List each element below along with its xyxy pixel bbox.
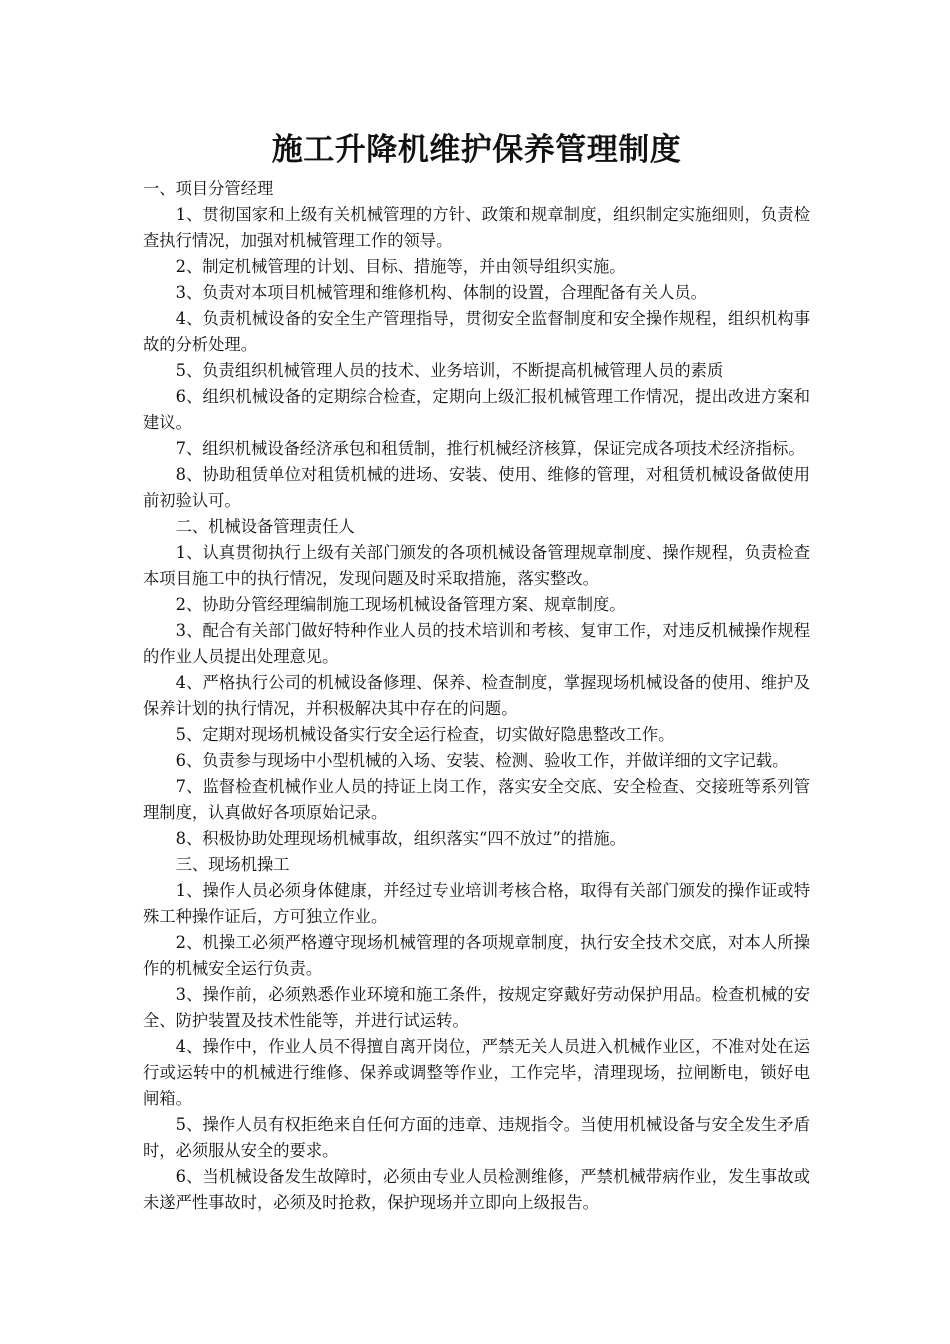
section-paragraph: 3、配合有关部门做好特种作业人员的技术培训和考核、复审工作，对违反机械操作规程的作业人员提出处理意见。 [143, 621, 810, 666]
section-paragraph: 4、操作中，作业人员不得擅自离开岗位，严禁无关人员进入机械作业区，不准对处在运行或运转中的机械进行维修、保养或调整等作业，工作完毕，清理现场，拉闸断电，锁好电闸箱。 [143, 1037, 810, 1108]
section-paragraph: 4、负责机械设备的安全生产管理指导，贯彻安全监督制度和安全操作规程，组织机构事故的分析处理。 [143, 309, 810, 354]
section-paragraph: 3、负责对本项目机械管理和维修机构、体制的设置，合理配备有关人员。 [175, 283, 707, 302]
document-page [143, 128, 810, 1216]
section-paragraph: 8、积极协助处理现场机械事故，组织落实“四不放过”的措施。 [175, 829, 626, 848]
section-heading: 三、现场机操工 [175, 855, 290, 874]
section-paragraph: 2、机操工必须严格遵守现场机械管理的各项规章制度，执行安全技术交底，对本人所操作的机械安全运行负责。 [143, 933, 810, 978]
document-body [143, 176, 810, 1216]
section-paragraph: 6、当机械设备发生故障时，必须由专业人员检测维修，严禁机械带病作业，发生事故或未遂严性事故时，必须及时抢救，保护现场并立即向上级报告。 [143, 1167, 810, 1212]
section-heading: 二、机械设备管理责任人 [175, 517, 355, 536]
section-paragraph: 1、操作人员必须身体健康，并经过专业培训考核合格，取得有关部门颁发的操作证或特殊工种操作证后，方可独立作业。 [143, 881, 810, 926]
section-heading: 一、项目分管经理 [143, 179, 274, 198]
section-paragraph: 2、协助分管经理编制施工现场机械设备管理方案、规章制度。 [175, 595, 626, 614]
section-paragraph: 5、操作人员有权拒绝来自任何方面的违章、违规指令。当使用机械设备与安全发生矛盾时，必须服从安全的要求。 [143, 1115, 810, 1160]
section-paragraph: 4、严格执行公司的机械设备修理、保养、检查制度，掌握现场机械设备的使用、维护及保养计划的执行情况，并积极解决其中存在的问题。 [143, 673, 810, 718]
section-paragraph: 8、协助租赁单位对租赁机械的进场、安装、使用、维修的管理，对租赁机械设备做使用前初验认可。 [143, 465, 810, 510]
section-paragraph: 7、组织机械设备经济承包和租赁制，推行机械经济核算，保证完成各项技术经济指标。 [175, 439, 805, 458]
section-paragraph: 1、认真贯彻执行上级有关部门颁发的各项机械设备管理规章制度、操作规程，负责检查本项目施工中的执行情况，发现问题及时采取措施，落实整改。 [143, 543, 810, 588]
document-title: 施工升降机维护保养管理制度 [271, 132, 682, 168]
section-paragraph: 5、负责组织机械管理人员的技术、业务培训，不断提高机械管理人员的素质 [175, 361, 724, 380]
section-paragraph: 2、制定机械管理的计划、目标、措施等，并由领导组织实施。 [175, 257, 626, 276]
section-paragraph: 5、定期对现场机械设备实行安全运行检查，切实做好隐患整改工作。 [175, 725, 675, 744]
section-paragraph: 1、贯彻国家和上级有关机械管理的方针、政策和规章制度，组织制定实施细则，负责检查执行情况，加强对机械管理工作的领导。 [143, 205, 810, 250]
section-paragraph: 7、监督检查机械作业人员的持证上岗工作，落实安全交底、安全检查、交接班等系列管理制度，认真做好各项原始记录。 [143, 777, 810, 822]
section-paragraph: 6、负责参与现场中小型机械的入场、安装、检测、验收工作，并做详细的文字记载。 [175, 751, 789, 770]
section-paragraph: 3、操作前，必须熟悉作业环境和施工条件，按规定穿戴好劳动保护用品。检查机械的安全、防护装置及技术性能等，并进行试运转。 [143, 985, 810, 1030]
section-paragraph: 6、组织机械设备的定期综合检查，定期向上级汇报机械管理工作情况，提出改进方案和建议。 [143, 387, 810, 432]
